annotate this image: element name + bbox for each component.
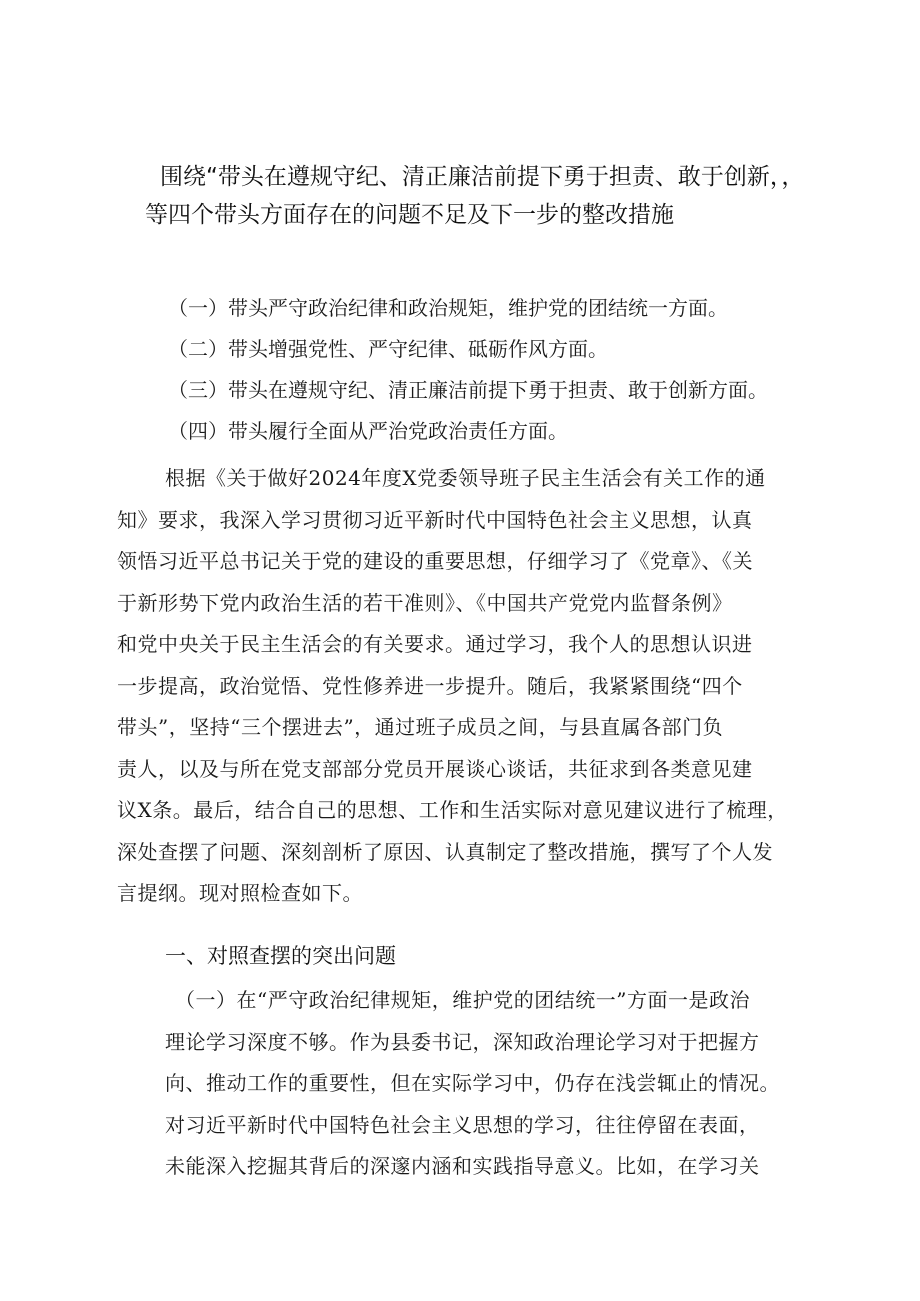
paragraph-line: 未能深入挖掘其背后的深邃内涵和实践指导意义。比如，在学习关: [165, 1154, 760, 1178]
paragraph-line: 带头”，坚持“三个摆进去”，通过班子成员之间，与县直属各部门负: [117, 715, 724, 739]
outline-list: [168, 288, 768, 452]
outline-item-4: （四）带头履行全面从严治党政治责任方面。: [168, 419, 568, 443]
paragraph-line: 深处查摆了问题、深刻剖析了原因、认真制定了整改措施，撰写了个人发: [117, 839, 773, 864]
intro-paragraph: [117, 458, 839, 915]
section-heading: 一、对照查摆的突出问题: [165, 944, 396, 968]
paragraph-line: 一步提高，政治觉悟、党性修养进一步提升。随后，我紧紧围绕“四个: [117, 673, 743, 698]
paragraph-line: 向、推动工作的重要性，但在实际学习中，仍存在浅尝辄止的情况。: [165, 1071, 780, 1095]
paragraph-line: 和党中央关于民主生活会的有关要求。通过学习，我个人的思想认识进: [117, 632, 753, 656]
paragraph-line: 责人，以及与所在党支部部分党员开展谈心谈话，共征求到各类意见建: [117, 756, 753, 781]
paragraph-line: 于新形势下党内政治生活的若干准则》、《中国共产党党内监督条例》: [117, 590, 733, 615]
paragraph-line: 对习近平新时代中国特色社会主义思想的学习，往往停留在表面，: [165, 1112, 760, 1137]
document-title: [145, 158, 880, 234]
title-line-2: 等四个带头方面存在的问题不足及下一步的整改措施: [145, 202, 674, 228]
paragraph-line: 知》要求，我深入学习贯彻习近平新时代中国特色社会主义思想，认真: [117, 507, 753, 532]
outline-item-2: （二）带头增强党性、严守纪律、砥砺作风方面。: [168, 337, 608, 361]
outline-item-3: （三）带头在遵规守纪、清正廉洁前提下勇于担责、敢于创新方面。: [168, 378, 768, 402]
outline-item-1: （一）带头严守政治纪律和政治规矩，维护党的团结统一方面。: [168, 296, 728, 320]
paragraph-line: 根据《关于做好2024年度X党委领导班子民主生活会有关工作的通: [165, 466, 766, 490]
paragraph-line: （一）在“严守政治纪律规矩，维护党的团结统一”方面一是政治: [175, 988, 750, 1012]
section-paragraph: [165, 980, 865, 1188]
paragraph-line: 理论学习深度不够。作为县委书记，深知政治理论学习对于把握方: [165, 1029, 760, 1054]
paragraph-line: 言提纲。现对照检查如下。: [117, 881, 363, 905]
paragraph-line: 领悟习近平总书记关于党的建设的重要思想，仔细学习了《党章》、《关: [117, 549, 753, 573]
title-line-1: 围绕“带头在遵规守纪、清正廉洁前提下勇于担责、敢于创新，，: [160, 164, 805, 190]
paragraph-line: 议X条。最后，结合自己的思想、工作和生活实际对意见建议进行了梳理，: [117, 798, 788, 822]
